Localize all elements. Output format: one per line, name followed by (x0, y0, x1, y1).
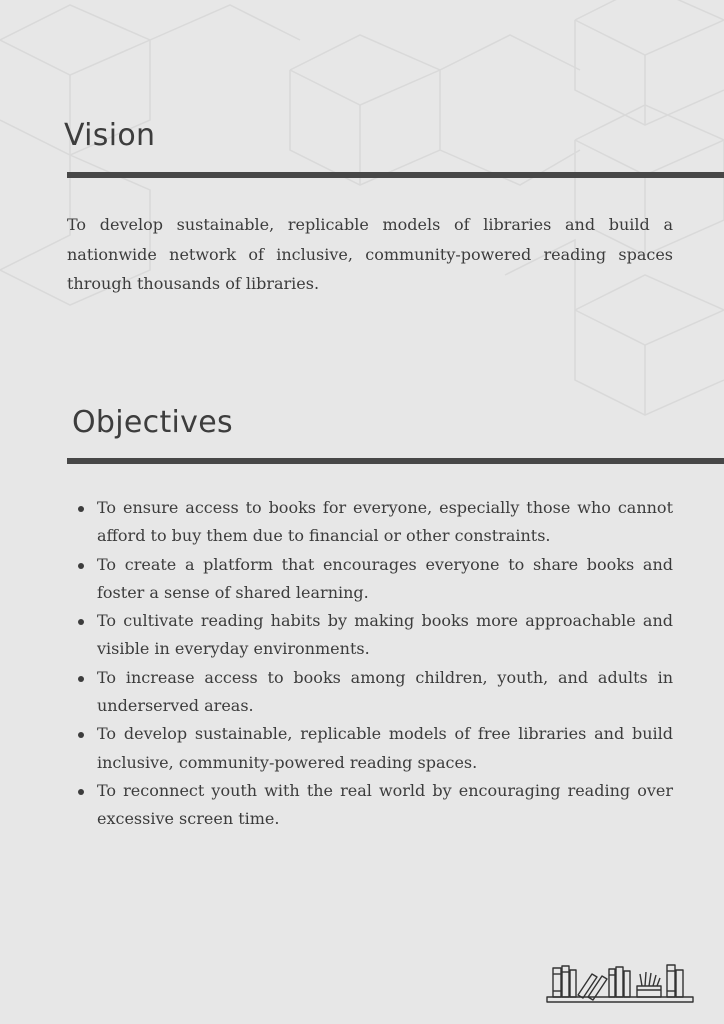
objectives-heading: Objectives (72, 405, 233, 440)
objective-text: To reconnect youth with the real world by encouraging reading over excessive screen time. (97, 780, 673, 829)
objective-item (97, 494, 673, 551)
objective-item (97, 551, 673, 608)
objective-text: To develop sustainable, replicable models of free libraries and build inclusive, community-powered reading spaces. (97, 724, 673, 772)
objectives-divider (67, 458, 724, 464)
objective-item (97, 664, 673, 721)
bullet-icon (78, 732, 84, 738)
bullet-icon (78, 563, 84, 569)
objective-item (97, 720, 673, 777)
objective-item (97, 607, 673, 664)
bullet-icon (78, 789, 84, 795)
bullet-icon (78, 619, 84, 625)
objective-text: To cultivate reading habits by making books more approachable and visible in everyday environments. (97, 611, 673, 659)
objectives-list (97, 494, 673, 834)
objective-item (97, 777, 673, 834)
vision-divider (67, 172, 724, 178)
objective-text: To create a platform that encourages everyone to share books and foster a sense of shared learning. (97, 554, 673, 602)
objective-text: To ensure access to books for everyone, especially those who cannot afford to buy them due to financial or other constraints. (97, 498, 673, 546)
bullet-icon (78, 506, 84, 512)
vision-statement: To develop sustainable, replicable models of libraries and build a nationwide network of inclusive, community-powered reading spaces through thousands of libraries. (67, 215, 673, 293)
objective-text: To increase access to books among children, youth, and adults in underserved areas. (97, 667, 673, 716)
bookshelf-icon (545, 962, 695, 1006)
vision-heading: Vision (64, 118, 156, 153)
bullet-icon (78, 676, 84, 682)
